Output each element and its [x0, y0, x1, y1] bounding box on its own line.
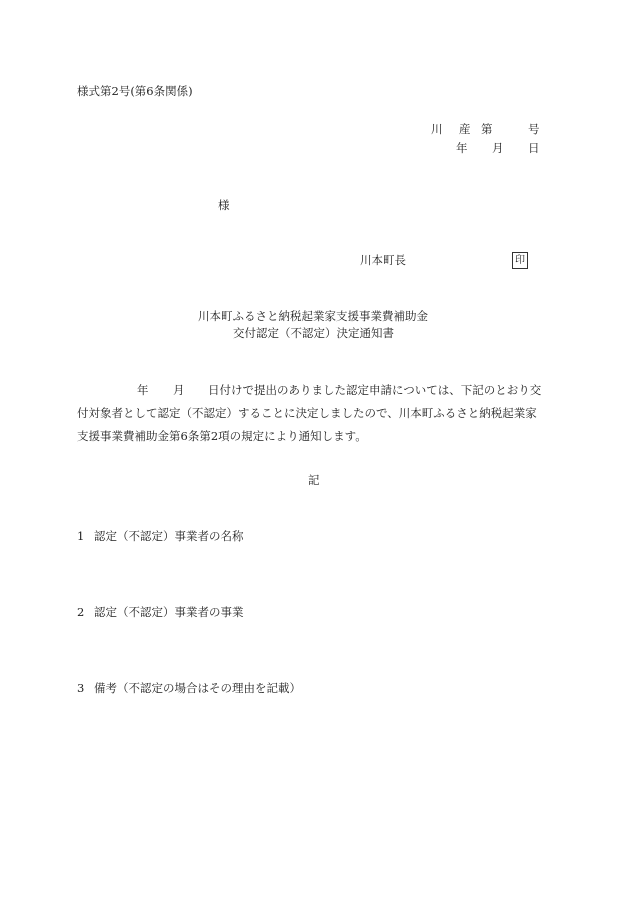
doc-number-san: 産: [459, 122, 471, 136]
item-number: 2: [77, 605, 85, 619]
list-item: [77, 607, 244, 619]
ki-heading: 記: [308, 473, 320, 487]
body-line2-text: 付対象者として認定（不認定）することに決定しましたので、川本町ふるさと納税起業家: [77, 406, 537, 420]
item-label: 認定（不認定）事業者の事業: [94, 605, 244, 619]
list-item: [77, 531, 244, 543]
body-line3-text: 支援事業費補助金第6条第2項の規定により通知します。: [77, 429, 367, 443]
list-item: [77, 683, 301, 695]
doc-number-dai: 第: [481, 122, 493, 136]
item-number: 3: [77, 681, 85, 695]
sender-title: 川本町長: [360, 253, 406, 267]
body-line1-text: 日付けで提出のありました認定申請については、下記のとおり交: [208, 383, 542, 397]
item-label: 認定（不認定）事業者の名称: [94, 529, 244, 543]
addressee-honorific: 様: [218, 198, 230, 212]
form-number-label: 様式第2号(第6条関係): [77, 84, 193, 98]
body-month-label: 月: [173, 383, 185, 397]
item-label: 備考（不認定の場合はその理由を記載）: [94, 681, 301, 695]
document-title-line2: 交付認定（不認定）決定通知書: [233, 326, 394, 340]
item-number: 1: [77, 529, 85, 543]
document-title-line1: 川本町ふるさと納税起業家支援事業費補助金: [198, 309, 428, 323]
date-year-label: 年: [456, 141, 468, 155]
doc-number-kawa: 川: [431, 122, 443, 136]
date-month-label: 月: [492, 141, 504, 155]
date-day-label: 日: [528, 141, 540, 155]
body-year-label: 年: [137, 383, 149, 397]
seal-stamp: 印: [512, 252, 528, 269]
doc-number-gou: 号: [528, 122, 540, 136]
notification-body: [77, 379, 557, 448]
